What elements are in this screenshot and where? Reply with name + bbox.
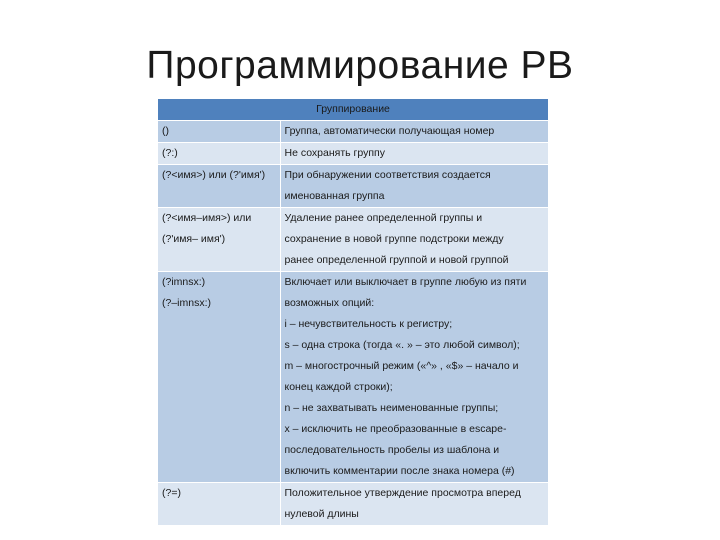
construct-cell: (?imnsx:) bbox=[158, 272, 280, 294]
table-row bbox=[158, 461, 548, 483]
table-header-cell: Группирование bbox=[158, 99, 548, 121]
table-row bbox=[158, 293, 548, 314]
table-row bbox=[158, 208, 548, 230]
description-cell: m – многострочный режим («^» , «$» – начало и bbox=[280, 356, 548, 377]
description-cell: именованная группа bbox=[280, 186, 548, 208]
description-cell: Удаление ранее определенной группы и bbox=[280, 208, 548, 230]
construct-cell bbox=[158, 461, 280, 483]
construct-cell bbox=[158, 314, 280, 335]
construct-cell bbox=[158, 504, 280, 525]
construct-cell: (?=) bbox=[158, 483, 280, 505]
table-row bbox=[158, 250, 548, 272]
table-row bbox=[158, 398, 548, 419]
table-row bbox=[158, 356, 548, 377]
construct-cell bbox=[158, 356, 280, 377]
table-row bbox=[158, 165, 548, 187]
table-row bbox=[158, 504, 548, 525]
description-cell: s – одна строка (тогда «. » – это любой символ); bbox=[280, 335, 548, 356]
construct-cell bbox=[158, 440, 280, 461]
table-row bbox=[158, 335, 548, 356]
table-row bbox=[158, 483, 548, 505]
construct-cell bbox=[158, 377, 280, 398]
construct-cell bbox=[158, 419, 280, 440]
construct-cell: (?<имя–имя>) или bbox=[158, 208, 280, 230]
description-cell: При обнаружении соответствия создается bbox=[280, 165, 548, 187]
description-cell: сохранение в новой группе подстроки между bbox=[280, 229, 548, 250]
table-header-row bbox=[158, 99, 548, 121]
construct-cell bbox=[158, 335, 280, 356]
description-cell: последовательность пробелы из шаблона и bbox=[280, 440, 548, 461]
description-cell: ранее определенной группой и новой группой bbox=[280, 250, 548, 272]
table-row bbox=[158, 143, 548, 165]
construct-cell: (?<имя>) или (?'имя') bbox=[158, 165, 280, 187]
slide-title: Программирование РВ bbox=[146, 44, 574, 87]
construct-cell bbox=[158, 398, 280, 419]
description-cell: i – нечувствительность к регистру; bbox=[280, 314, 548, 335]
description-cell: Не сохранять группу bbox=[280, 143, 548, 165]
table-row bbox=[158, 186, 548, 208]
description-cell: n – не захватывать неименованные группы; bbox=[280, 398, 548, 419]
table-row bbox=[158, 314, 548, 335]
table-row bbox=[158, 229, 548, 250]
description-cell: нулевой длины bbox=[280, 504, 548, 525]
construct-cell: () bbox=[158, 121, 280, 143]
table-row bbox=[158, 377, 548, 398]
description-cell: Группа, автоматически получающая номер bbox=[280, 121, 548, 143]
description-cell: возможных опций: bbox=[280, 293, 548, 314]
construct-cell bbox=[158, 186, 280, 208]
regex-grouping-table-container bbox=[158, 99, 548, 525]
description-cell: Положительное утверждение просмотра вперед bbox=[280, 483, 548, 505]
description-cell: Включает или выключает в группе любую из пяти bbox=[280, 272, 548, 294]
construct-cell: (?'имя– имя') bbox=[158, 229, 280, 250]
regex-grouping-table bbox=[158, 99, 548, 525]
description-cell: конец каждой строки); bbox=[280, 377, 548, 398]
description-cell: включить комментарии после знака номера (#) bbox=[280, 461, 548, 483]
table-row bbox=[158, 440, 548, 461]
construct-cell: (?–imnsx:) bbox=[158, 293, 280, 314]
description-cell: x – исключить не преобразованные в escape- bbox=[280, 419, 548, 440]
table-row bbox=[158, 419, 548, 440]
construct-cell: (?:) bbox=[158, 143, 280, 165]
construct-cell bbox=[158, 250, 280, 272]
table-row bbox=[158, 272, 548, 294]
table-row bbox=[158, 121, 548, 143]
